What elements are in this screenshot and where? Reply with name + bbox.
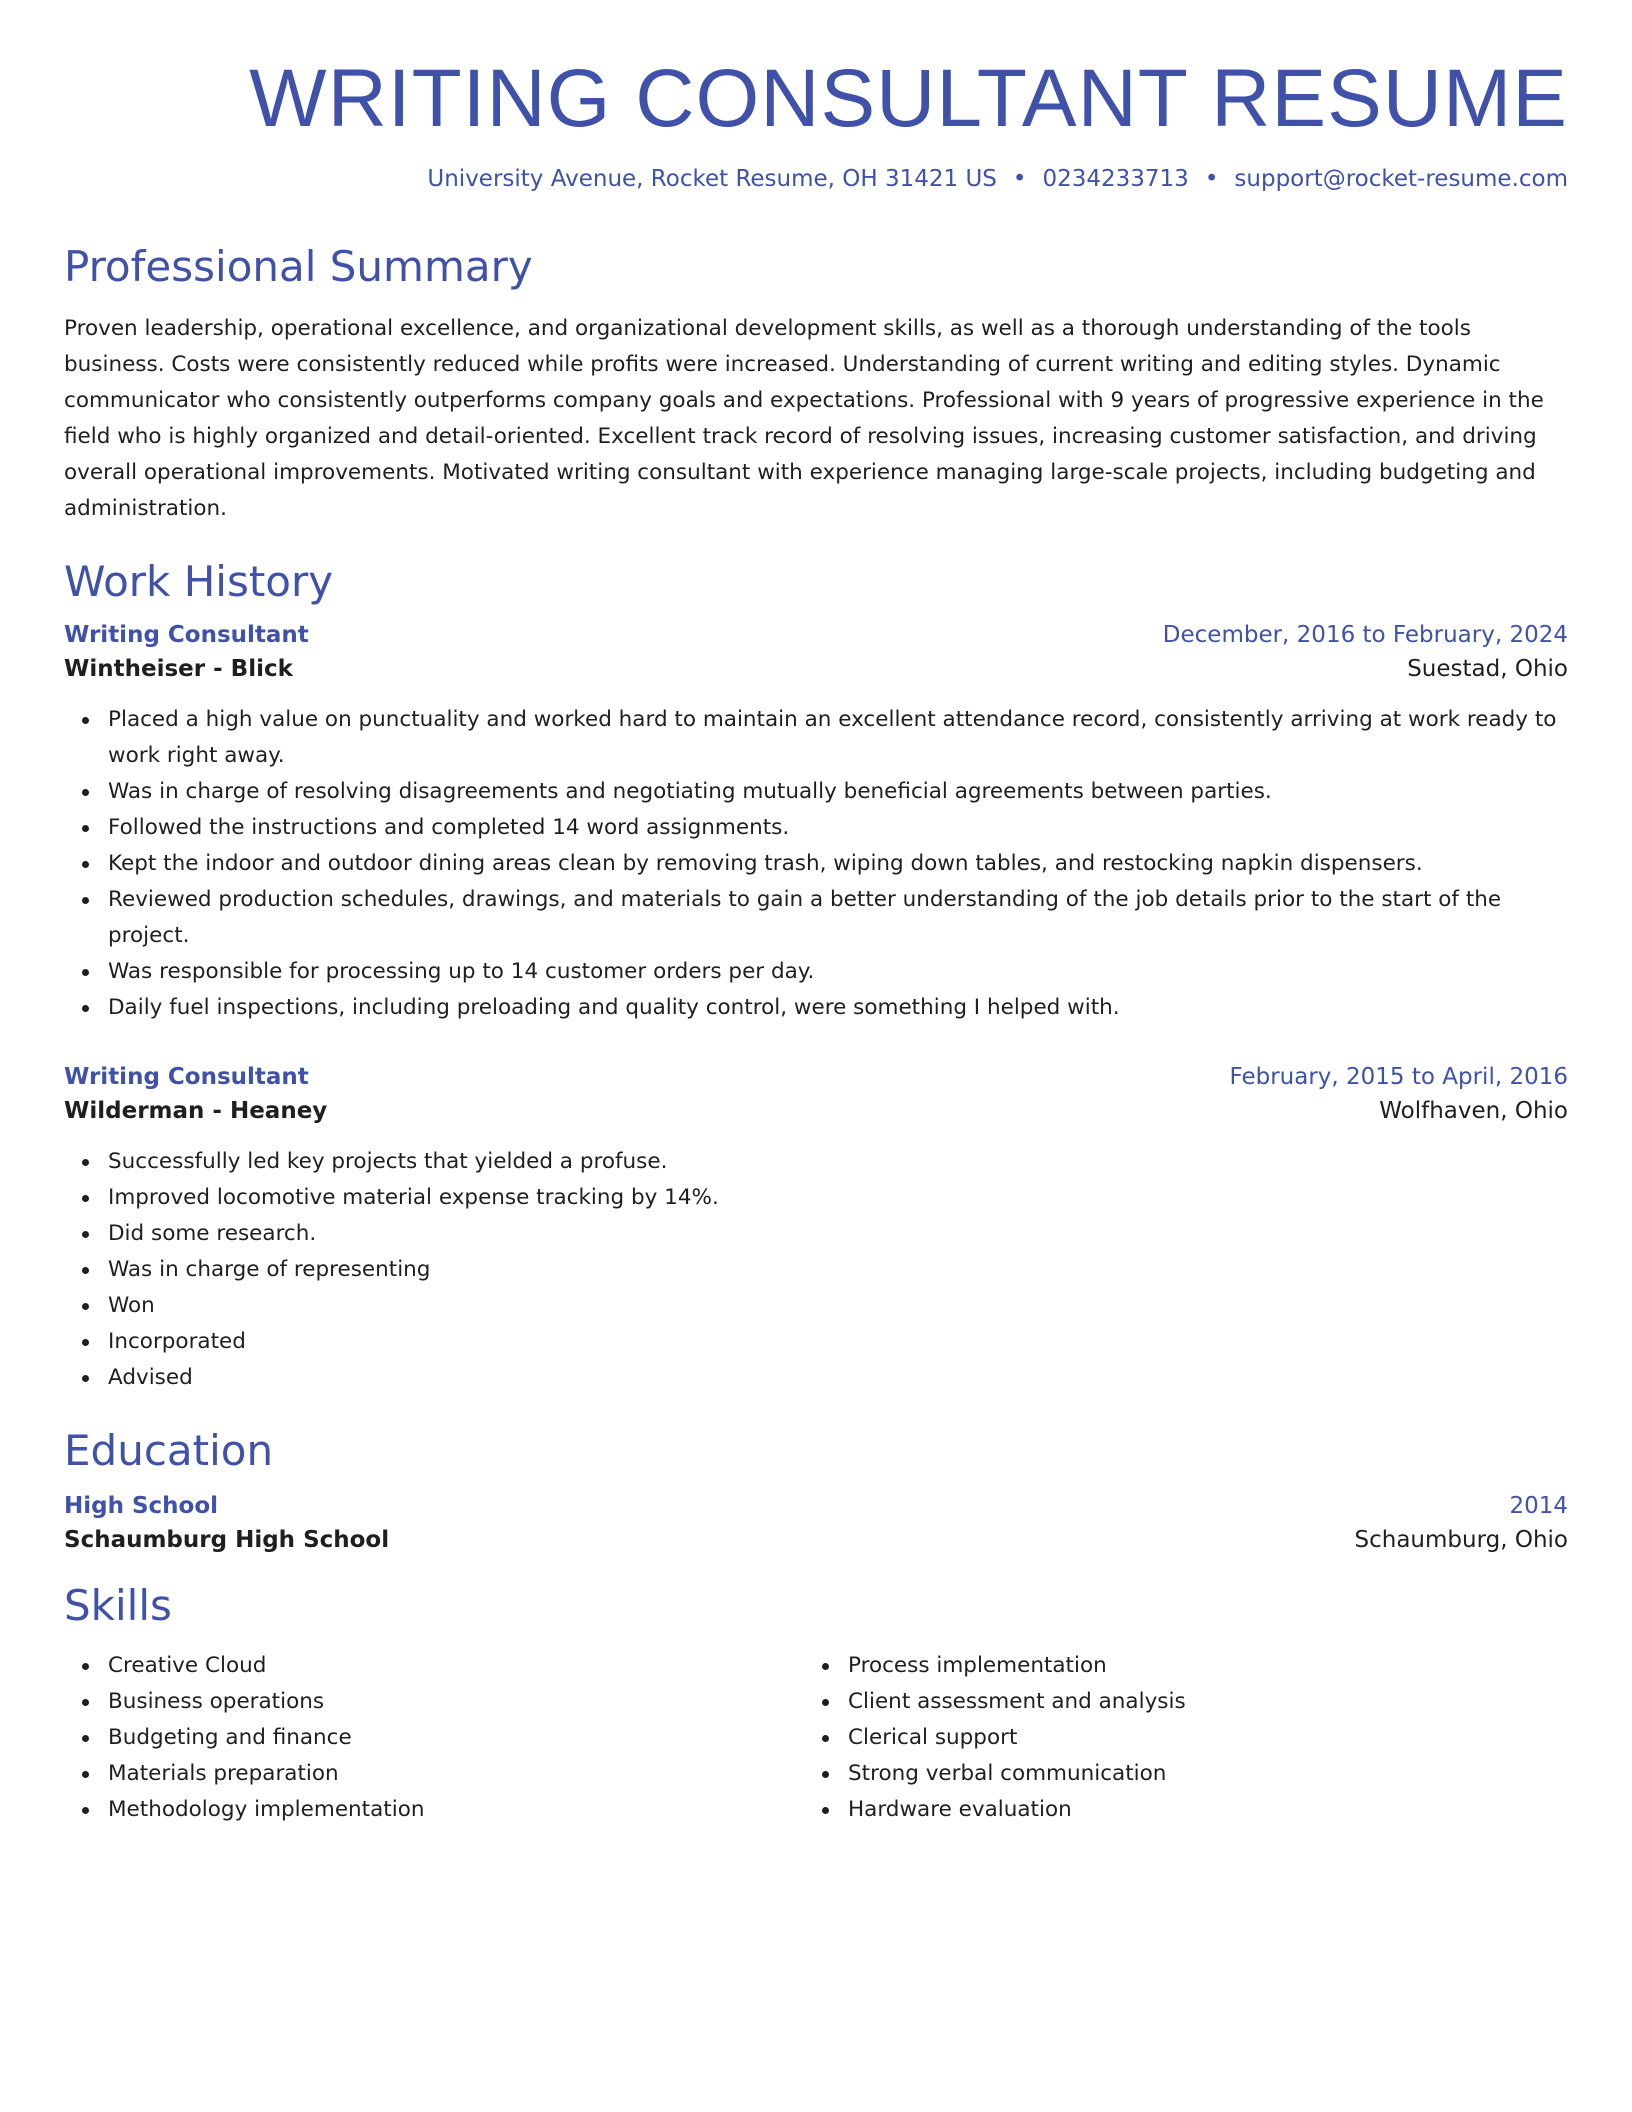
skills-column-left [64, 1632, 804, 1828]
education-heading: Education [64, 1426, 274, 1476]
work-history-heading: Work History [64, 557, 334, 607]
job-entry [64, 622, 1568, 1026]
job-duty: Was in charge of representing [108, 1252, 1568, 1288]
education-degree: High School [64, 1493, 219, 1520]
job-header-row [64, 1064, 1568, 1090]
skill-item: Client assessment and analysis [848, 1684, 1544, 1720]
job-duty: Advised [108, 1360, 1568, 1396]
education-year: 2014 [1509, 1493, 1568, 1520]
skills-column-right [804, 1632, 1544, 1828]
skill-item: Business operations [108, 1684, 804, 1720]
job-header-row [64, 622, 1568, 648]
job-company-row [64, 1098, 1568, 1124]
resume-title: WRITING CONSULTANT RESUME [249, 53, 1568, 144]
skill-item: Clerical support [848, 1720, 1544, 1756]
skill-item: Budgeting and finance [108, 1720, 804, 1756]
skill-item: Strong verbal communication [848, 1756, 1544, 1792]
job-entry [64, 1064, 1568, 1396]
skills-columns [64, 1632, 1568, 1828]
skills-list [804, 1648, 1544, 1828]
skill-item: Hardware evaluation [848, 1792, 1544, 1828]
skill-item: Methodology implementation [108, 1792, 804, 1828]
summary-text: Proven leadership, operational excellence, and organizational development skills, as well as a thorough understanding of the tools business. Costs were consistently reduced while profits were increased. Understanding of current writing and editing styles. Dynamic communicator who consistently outperforms company goals and expectations. Professional with 9 years of progressive experience in the field who is highly organized and detail-oriented. Excellent track record of resolving issues, increasing customer satisfaction, and driving overall operational improvements. Motivated writing consultant with experience managing large-scale projects, including budgeting and administration. [64, 316, 1544, 522]
skills-list [64, 1648, 804, 1828]
education-entry [64, 1493, 1568, 1553]
job-dates: December, 2016 to February, 2024 [1162, 622, 1568, 649]
education-school: Schaumburg High School [64, 1527, 390, 1554]
job-duty: Followed the instructions and completed 14 word assignments. [108, 810, 1568, 846]
job-duty: Won [108, 1288, 1568, 1324]
job-title: Writing Consultant [64, 622, 309, 649]
job-company: Wilderman - Heaney [64, 1098, 328, 1125]
job-duty: Was responsible for processing up to 14 customer orders per day. [108, 954, 1568, 990]
job-duty: Kept the indoor and outdoor dining areas clean by removing trash, wiping down tables, and restocking napkin dispensers. [108, 846, 1568, 882]
job-dates: February, 2015 to April, 2016 [1229, 1064, 1568, 1091]
contact-email: support@rocket-resume.com [1234, 166, 1568, 193]
summary-heading: Professional Summary [64, 242, 533, 292]
education-location: Schaumburg, Ohio [1354, 1527, 1568, 1554]
skill-item: Creative Cloud [108, 1648, 804, 1684]
contact-phone: 0234233713 [1042, 166, 1189, 193]
skill-item: Process implementation [848, 1648, 1544, 1684]
job-duty: Successfully led key projects that yielded a profuse. [108, 1144, 1568, 1180]
job-title: Writing Consultant [64, 1064, 309, 1091]
job-duty: Reviewed production schedules, drawings, and materials to gain a better understanding of the job details prior to the start of the project. [108, 882, 1568, 954]
job-duty: Improved locomotive material expense tracking by 14%. [108, 1180, 1568, 1216]
job-duty: Was in charge of resolving disagreements and negotiating mutually beneficial agreements between parties. [108, 774, 1568, 810]
contact-separator: • [1012, 166, 1027, 193]
job-duty: Incorporated [108, 1324, 1568, 1360]
contact-line [64, 166, 1568, 192]
job-company-row [64, 656, 1568, 682]
job-duties-list [64, 1144, 1568, 1396]
job-duty: Did some research. [108, 1216, 1568, 1252]
contact-separator: • [1204, 166, 1219, 193]
skill-item: Materials preparation [108, 1756, 804, 1792]
job-duty: Placed a high value on punctuality and worked hard to maintain an excellent attendance record, consistently arriving at work ready to work right away. [108, 702, 1568, 774]
job-company: Wintheiser - Blick [64, 656, 293, 683]
job-duties-list [64, 702, 1568, 1026]
education-school-row [64, 1527, 1568, 1553]
skills-heading: Skills [64, 1581, 172, 1631]
job-location: Suestad, Ohio [1407, 656, 1568, 683]
education-header-row [64, 1493, 1568, 1519]
job-location: Wolfhaven, Ohio [1379, 1098, 1568, 1125]
job-duty: Daily fuel inspections, including preloading and quality control, were something I helped with. [108, 990, 1568, 1026]
contact-address: University Avenue, Rocket Resume, OH 31421 US [427, 166, 997, 193]
